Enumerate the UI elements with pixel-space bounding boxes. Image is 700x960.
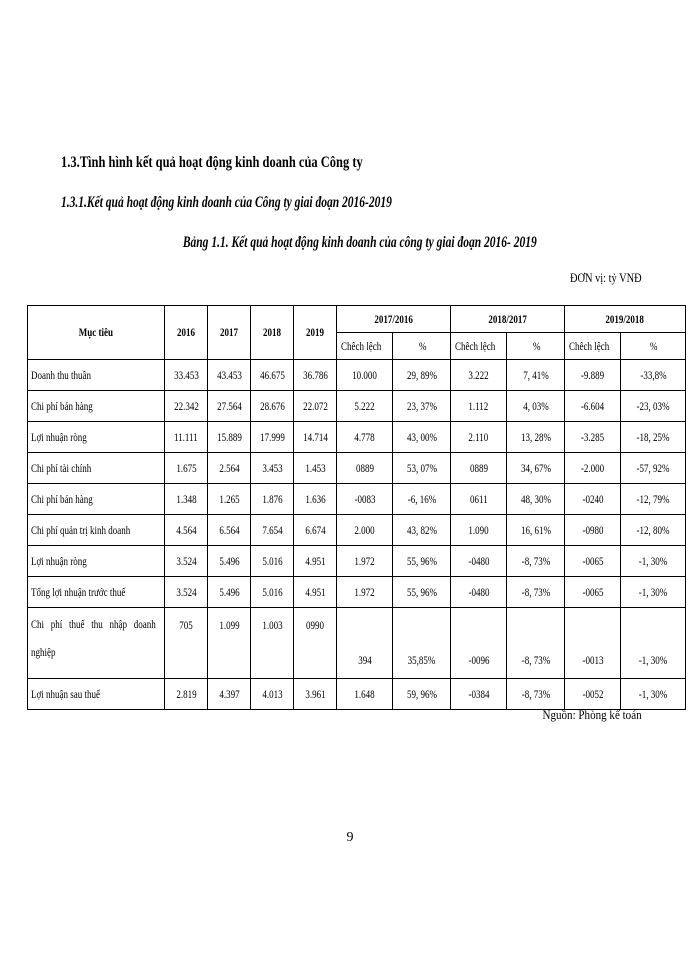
unit-note: ĐƠN vị: tỷ VNĐ [570,270,642,285]
header-pct: % [621,333,686,360]
cell: 0611 [451,484,507,515]
cell: -0240 [565,484,621,515]
cell: 1.348 [165,484,208,515]
cell: 55, 96% [393,546,451,577]
header-pct: % [507,333,565,360]
row-label: Doanh thu thuần [28,360,165,391]
cell: 36.786 [294,360,337,391]
cell: 13, 28% [507,422,565,453]
cell: 59, 96% [393,679,451,710]
cell: 15.889 [208,422,251,453]
cell: -57, 92% [621,453,686,484]
cell: 7, 41% [507,360,565,391]
cell: -1, 30% [621,608,686,679]
table-row [28,546,686,577]
cell: 4.778 [337,422,393,453]
row-label: Chi phí bán hàng [28,391,165,422]
header-year: 2019 [294,306,337,360]
cell: 2.000 [337,515,393,546]
cell: 1.675 [165,453,208,484]
cell: 23, 37% [393,391,451,422]
cell: 1.112 [451,391,507,422]
cell: 10.000 [337,360,393,391]
cell: -8, 73% [507,546,565,577]
cell: -6, 16% [393,484,451,515]
header-item: Mục tiêu [28,306,165,360]
cell: 1.972 [337,546,393,577]
cell: 33.453 [165,360,208,391]
cell: 29, 89% [393,360,451,391]
cell: 35,85% [393,608,451,679]
cell: 5.496 [208,546,251,577]
cell: 705 [165,608,208,679]
cell: 34, 67% [507,453,565,484]
row-label: Lợi nhuận ròng [28,422,165,453]
cell: 1.876 [251,484,294,515]
cell: -8, 73% [507,608,565,679]
cell: -8, 73% [507,679,565,710]
cell: 3.961 [294,679,337,710]
row-label: Chi phí tài chính [28,453,165,484]
cell: 16, 61% [507,515,565,546]
cell: 394 [337,608,393,679]
business-results-table [27,305,686,710]
header-diff: Chêch lệch [565,333,621,360]
table-row [28,391,686,422]
cell: -1, 30% [621,679,686,710]
cell: -0480 [451,577,507,608]
cell: 2.110 [451,422,507,453]
section-heading: 1.3.Tình hình kết quả hoạt động kinh doanh của Công ty [61,154,363,171]
cell: 22.072 [294,391,337,422]
row-label: Lợi nhuận ròng [28,546,165,577]
cell: -9.889 [565,360,621,391]
cell: 1.453 [294,453,337,484]
table-row [28,515,686,546]
header-pct: % [393,333,451,360]
cell: 1.636 [294,484,337,515]
cell: -23, 03% [621,391,686,422]
cell: 0889 [337,453,393,484]
cell: -8, 73% [507,577,565,608]
cell: 5.016 [251,546,294,577]
cell: -0065 [565,546,621,577]
cell: 7.654 [251,515,294,546]
cell: 53, 07% [393,453,451,484]
cell: -12, 80% [621,515,686,546]
header-group: 2018/2017 [451,306,565,333]
cell: 4.951 [294,577,337,608]
cell: 11.111 [165,422,208,453]
cell: -0096 [451,608,507,679]
cell: -2.000 [565,453,621,484]
table-row [28,608,686,679]
cell: 3.453 [251,453,294,484]
cell: 14.714 [294,422,337,453]
header-year: 2016 [165,306,208,360]
cell: 4.397 [208,679,251,710]
cell: 5.496 [208,577,251,608]
cell: 4, 03% [507,391,565,422]
cell: 4.951 [294,546,337,577]
header-year: 2018 [251,306,294,360]
cell: -1, 30% [621,546,686,577]
cell: 2.819 [165,679,208,710]
cell: -0480 [451,546,507,577]
header-group: 2017/2016 [337,306,451,333]
cell: 1.648 [337,679,393,710]
row-label: Lợi nhuận sau thuế [28,679,165,710]
cell: -6.604 [565,391,621,422]
cell: -0384 [451,679,507,710]
header-diff: Chêch lệch [337,333,393,360]
cell: 48, 30% [507,484,565,515]
subsection-heading: 1.3.1.Kết quả hoạt động kinh doanh của Công ty giai đoạn 2016-2019 [61,194,392,211]
cell: 17.999 [251,422,294,453]
cell: -33,8% [621,360,686,391]
cell: 43, 82% [393,515,451,546]
header-diff: Chêch lệch [451,333,507,360]
cell: 55, 96% [393,577,451,608]
cell: -0013 [565,608,621,679]
cell: 1.090 [451,515,507,546]
cell: 0889 [451,453,507,484]
cell: -18, 25% [621,422,686,453]
table-row [28,679,686,710]
cell: 4.013 [251,679,294,710]
cell: 1.099 [208,608,251,679]
cell: 6.564 [208,515,251,546]
cell: 6.674 [294,515,337,546]
cell: 1.972 [337,577,393,608]
cell: 46.675 [251,360,294,391]
cell: 3.524 [165,577,208,608]
cell: 2.564 [208,453,251,484]
cell: 5.016 [251,577,294,608]
header-group: 2019/2018 [565,306,686,333]
table-row [28,484,686,515]
cell: 1.265 [208,484,251,515]
row-label: Tổng lợi nhuận trước thuế [28,577,165,608]
cell: -0980 [565,515,621,546]
cell: 3.222 [451,360,507,391]
page-number: 9 [346,830,354,845]
cell: -1, 30% [621,577,686,608]
cell: -0052 [565,679,621,710]
cell: -0083 [337,484,393,515]
source-note: Nguồn: Phòng kế toán [542,707,642,722]
table-row [28,453,686,484]
cell: 5.222 [337,391,393,422]
cell: 27.564 [208,391,251,422]
row-label: Chi phí quản trị kinh doanh [28,515,165,546]
cell: 4.564 [165,515,208,546]
table-row [28,577,686,608]
cell: 43.453 [208,360,251,391]
cell: -0065 [565,577,621,608]
cell: -12, 79% [621,484,686,515]
row-label: Chi phí bán hàng [28,484,165,515]
header-year: 2017 [208,306,251,360]
cell: 3.524 [165,546,208,577]
cell: 0990 [294,608,337,679]
cell: 28.676 [251,391,294,422]
table-caption: Bảng 1.1. Kết quả hoạt động kinh doanh của công ty giai đoạn 2016- 2019 [183,234,537,251]
table-row [28,422,686,453]
cell: 22.342 [165,391,208,422]
table-row [28,360,686,391]
row-label: Chi phí thuế thu nhập doanh nghiệp [28,608,165,679]
cell: 1.003 [251,608,294,679]
cell: 43, 00% [393,422,451,453]
cell: -3.285 [565,422,621,453]
